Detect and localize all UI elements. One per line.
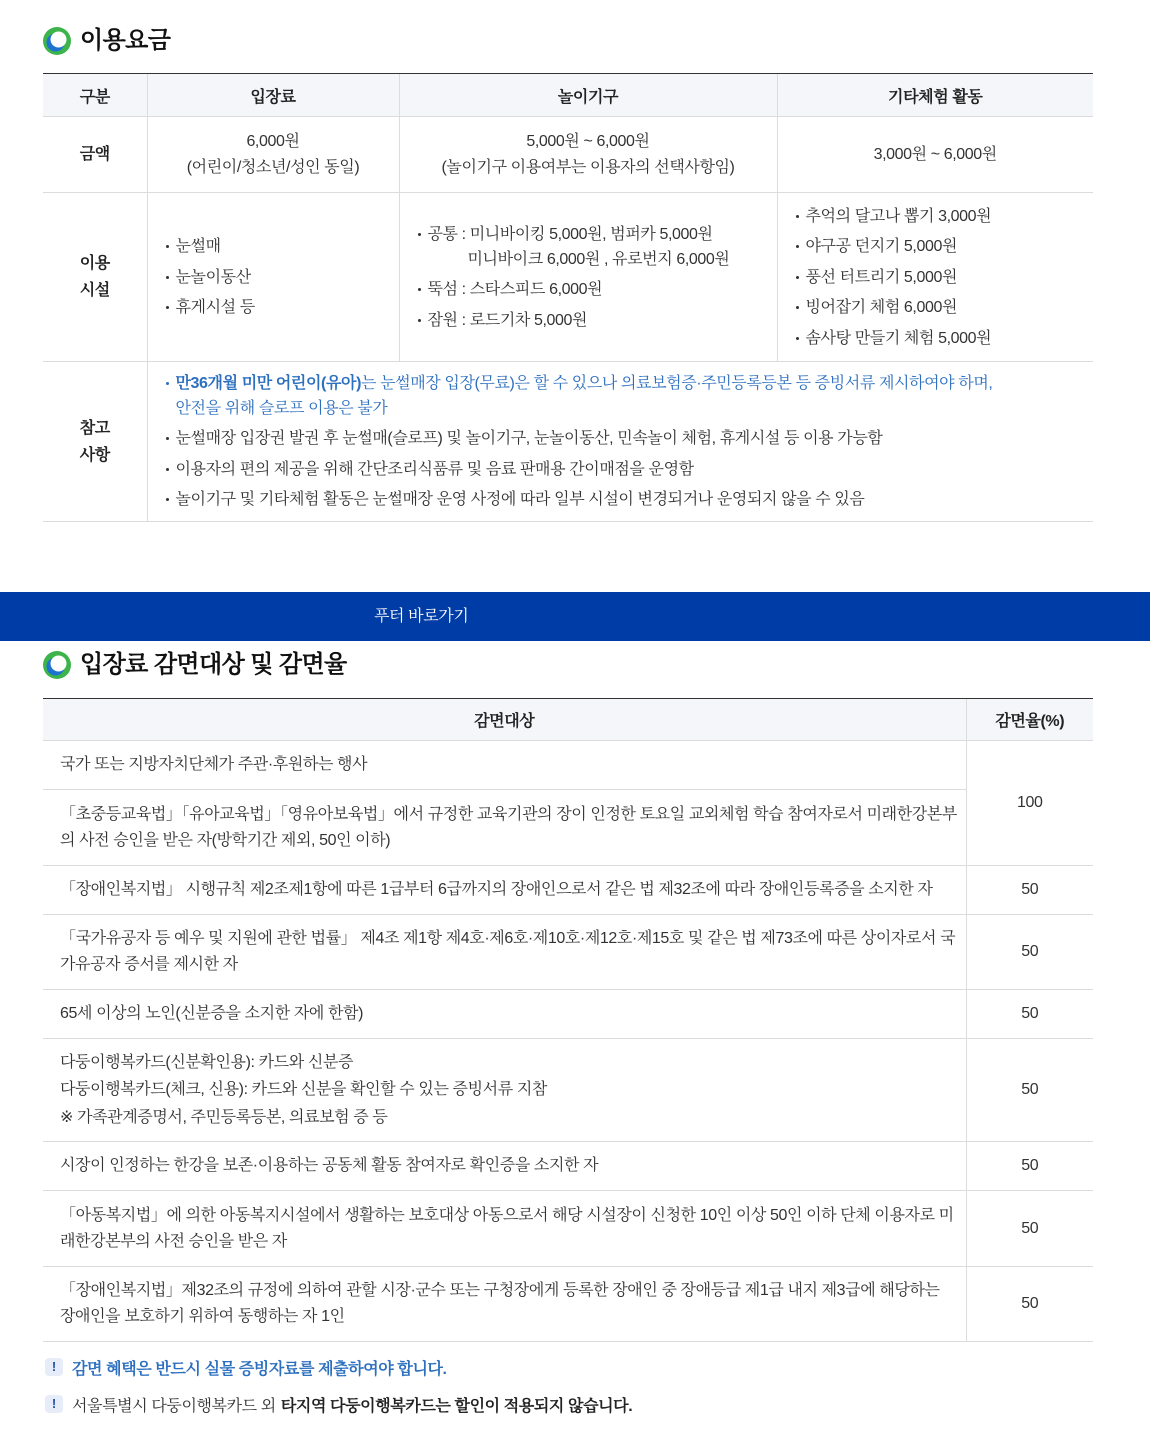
table-row — [43, 866, 1093, 915]
rides-facility-list — [400, 222, 777, 333]
discount-target-cell — [43, 1267, 966, 1342]
row-header-price: 금액 — [43, 117, 147, 193]
discount-target-text: 「장애인복지법」제32조의 규정에 의하여 관할 시장·군수 또는 구청장에게 등록한 장애인 중 장애등급 제1급 내지 제3급에 해당하는 장애인을 보호하기 위하여 동행하는 자 1인 — [60, 1282, 940, 1325]
list-item: 눈놀이동산 — [164, 265, 391, 290]
notice-other-region-card — [45, 1391, 1150, 1417]
admission-facility-list — [148, 234, 399, 320]
column-header-other-activities: 기타체험 활동 — [777, 74, 1093, 117]
column-header-target: 감면대상 — [43, 699, 966, 741]
other-activity-list — [778, 204, 1094, 351]
list-item: 풍선 터트리기 5,000원 — [794, 265, 1086, 290]
notes-row — [43, 362, 1093, 522]
discount-target-text-line1: 다둥이행복카드(신분확인용): 카드와 신분증 — [60, 1053, 354, 1071]
table-row — [43, 990, 1093, 1039]
table-row — [43, 790, 1093, 866]
discount-target-text: 「아동복지법」에 의한 아동복지시설에서 생활하는 보호대상 아동으로서 해당 시설장이 신청한 10인 이상 50인 이하 단체 이용자로 미래한강본부의 사전 승인을 받은 자 — [60, 1206, 954, 1250]
row-header-facilities — [43, 193, 147, 362]
list-item: 눈썰매 — [164, 234, 391, 259]
table-row — [43, 1039, 1093, 1142]
skip-navigation-bar — [0, 592, 1150, 641]
list-item: 빙어잡기 체험 6,000원 — [794, 295, 1086, 320]
price-rides-cell — [399, 117, 777, 193]
list-item — [416, 222, 769, 272]
discount-target-text: 65세 이상의 노인(신분증을 소지한 자에 한함) — [60, 1005, 364, 1022]
facilities-admission-cell — [147, 193, 399, 362]
notice-text-emphasis: 타지역 다둥이행복카드는 할인이 적용되지 않습니다. — [280, 1397, 633, 1415]
list-item: 이용자의 편의 제공을 위해 간단조리식품류 및 음료 판매용 간이매점을 운영함 — [164, 457, 1086, 482]
discount-target-cell — [43, 790, 966, 866]
section-heading-fees: 이용요금 — [80, 27, 171, 54]
rides-price-note: (놀이기구 이용여부는 이용자의 선택사항임) — [441, 158, 735, 176]
exclamation-icon: ! — [45, 1358, 63, 1376]
discount-target-cell — [43, 866, 966, 915]
discount-rate-cell: 50 — [966, 1191, 1093, 1267]
discount-rate-cell: 50 — [966, 1142, 1093, 1191]
list-item: 놀이기구 및 기타체험 활동은 눈썰매장 운영 사정에 따라 일부 시설이 변경되거나 운영되지 않을 수 있음 — [164, 487, 1086, 512]
column-header-category: 구분 — [43, 74, 147, 117]
discount-rate-cell: 50 — [966, 915, 1093, 990]
list-item: 추억의 달고나 뽑기 3,000원 — [794, 204, 1086, 229]
ride-common-line2: 미니바이크 6,000원 , 유로번지 6,000원 — [467, 250, 730, 268]
discount-rate-cell: 100 — [966, 741, 1093, 866]
logo-circle-icon — [43, 27, 71, 55]
section-title-fees — [43, 22, 1150, 60]
table-row — [43, 1191, 1093, 1267]
discount-target-cell — [43, 1142, 966, 1191]
facilities-rides-cell — [399, 193, 777, 362]
discount-target-cell — [43, 1191, 966, 1267]
facilities-other-cell — [777, 193, 1093, 362]
notice-text: 감면 혜택은 반드시 실물 증빙자료를 제출하여야 합니다. — [72, 1360, 447, 1378]
skip-to-footer-link[interactable]: 푸터 바로가기 — [374, 608, 469, 625]
note-item-infant — [164, 371, 1086, 421]
discount-rate-cell: 50 — [966, 1039, 1093, 1142]
exclamation-icon: ! — [45, 1395, 63, 1413]
table-row — [43, 1267, 1093, 1342]
discount-target-cell — [43, 915, 966, 990]
list-item: 잠원 : 로드기차 5,000원 — [416, 308, 769, 333]
notice-text: 서울특별시 다둥이행복카드 외 — [72, 1397, 276, 1415]
notes-cell — [147, 362, 1093, 522]
discount-rate-cell: 50 — [966, 866, 1093, 915]
discount-target-text: 국가 또는 지방자치단체가 주관·후원하는 행사 — [60, 756, 368, 773]
logo-circle-icon-graphic — [43, 27, 71, 55]
column-header-rides: 놀이기구 — [399, 74, 777, 117]
price-row — [43, 117, 1093, 193]
notice-proof-required — [45, 1354, 1150, 1380]
discount-target-text: 「장애인복지법」 시행규칙 제2조제1항에 따른 1급부터 6급까지의 장애인으로서 같은 법 제32조에 따라 장애인등록증을 소지한 자 — [60, 881, 933, 898]
discount-target-text-line2: 다둥이행복카드(체크, 신용): 카드와 신분을 확인할 수 있는 증빙서류 지참 — [60, 1081, 547, 1099]
price-admission-cell — [147, 117, 399, 193]
fee-table — [43, 73, 1093, 522]
fee-table-header-row — [43, 74, 1093, 117]
row-header-notes-line1: 참고 — [79, 419, 110, 437]
note-infant-text: 는 눈썰매장 입장(무료)은 할 수 있으나 의료보험증·주민등록등본 등 증빙서류 제시하여야 하며, — [361, 374, 993, 392]
row-header-notes-line2: 사항 — [79, 446, 110, 464]
discount-target-text: 「초중등교육법」「유아교육법」「영유아보육법」에서 규정한 교육기관의 장이 인정한 토요일 교외체험 학습 참여자로서 미래한강본부의 사전 승인을 받은 자(방학기간 제외, 50인 이하) — [60, 805, 957, 849]
notes-list — [148, 371, 1094, 513]
discount-rate-cell: 50 — [966, 990, 1093, 1039]
discount-target-cell — [43, 990, 966, 1039]
table-row — [43, 741, 1093, 790]
row-header-facilities-line1: 이용 — [79, 255, 110, 272]
list-item: 솜사탕 만들기 체험 5,000원 — [794, 326, 1086, 351]
list-item: 휴게시설 등 — [164, 295, 391, 320]
discount-rate-cell: 50 — [966, 1267, 1093, 1342]
logo-inner-circle — [51, 32, 67, 48]
list-item: 뚝섬 : 스타스피드 6,000원 — [416, 277, 769, 302]
table-row — [43, 1142, 1093, 1191]
rides-price: 5,000원 ~ 6,000원 — [526, 132, 650, 150]
column-header-admission: 입장료 — [147, 74, 399, 117]
column-header-rate: 감면율(%) — [966, 699, 1093, 741]
discount-target-text-line3: ※ 가족관계증명서, 주민등록등본, 의료보험 증 등 — [60, 1108, 388, 1126]
other-price: 3,000원 ~ 6,000원 — [873, 145, 997, 163]
section-title-discount — [43, 646, 1150, 684]
row-header-notes — [43, 362, 147, 522]
logo-circle-icon-graphic — [43, 651, 71, 679]
list-item: 눈썰매장 입장권 발권 후 눈썰매(슬로프) 및 놀이기구, 눈놀이동산, 민속놀이 체험, 휴게시설 등 이용 가능함 — [164, 426, 1086, 451]
discount-target-cell — [43, 1039, 966, 1142]
logo-circle-icon — [43, 651, 71, 679]
note-infant-emphasis: 만36개월 미만 어린이(유아) — [175, 374, 362, 392]
ride-common-line1: 공통 : 미니바이킹 5,000원, 범퍼카 5,000원 — [427, 225, 713, 243]
row-header-facilities-line2: 시설 — [79, 282, 110, 299]
table-row — [43, 915, 1093, 990]
price-other-cell — [777, 117, 1093, 193]
facilities-row — [43, 193, 1093, 362]
discount-table-header-row — [43, 699, 1093, 741]
discount-target-text: 「국가유공자 등 예우 및 지원에 관한 법률」 제4조 제1항 제4호·제6호·제10호·제12호·제15호 및 같은 법 제73조에 따른 상이자로서 국가유공자 증서를 제시한 자 — [60, 930, 956, 973]
discount-table — [43, 698, 1093, 1342]
note-infant-text-line2: 안전을 위해 슬로프 이용은 불가 — [175, 399, 388, 417]
discount-target-cell — [43, 741, 966, 790]
admission-price: 6,000원 — [246, 132, 300, 150]
logo-inner-circle — [51, 656, 67, 672]
section-heading-discount: 입장료 감면대상 및 감면율 — [80, 651, 347, 678]
admission-price-note: (어린이/청소년/성인 동일) — [186, 158, 360, 176]
list-item: 야구공 던지기 5,000원 — [794, 234, 1086, 259]
discount-target-text: 시장이 인정하는 한강을 보존·이용하는 공동체 활동 참여자로 확인증을 소지한 자 — [60, 1157, 599, 1174]
